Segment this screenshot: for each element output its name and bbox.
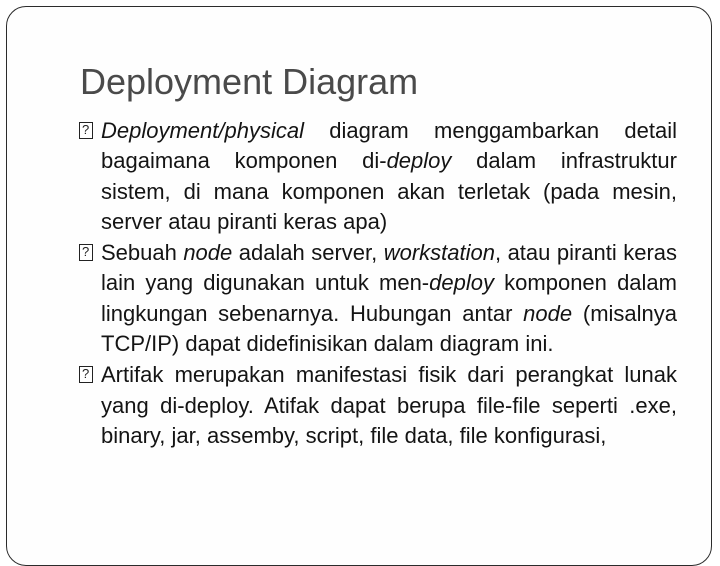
- bullet-text-italic: node: [183, 240, 233, 266]
- bullet-text-italic: deploy: [386, 148, 452, 174]
- bullet-text: Sebuah: [101, 240, 184, 266]
- bullet-text: komponen dalam lingkungan sebenarnya. Hubungan antar: [101, 270, 677, 326]
- slide-content: [83, 116, 677, 451]
- bullet-text: dalam infrastruktur sistem, di mana komponen akan terletak (pada mesin, server atau piranti keras apa): [101, 148, 677, 234]
- bullet-text-italic: node: [523, 300, 573, 326]
- bullet-item: [83, 238, 677, 359]
- bullet-text: Artifak merupakan manifestasi fisik dari perangkat lunak yang di-deploy. Atifak dapat berupa file-file seperti .exe, binary, jar, assemby, script, file data, file konfigurasi,: [101, 362, 677, 448]
- bullet-text-italic: workstation: [383, 240, 495, 266]
- bullet-item: [83, 116, 677, 237]
- bullet-item: [83, 360, 677, 451]
- bullet-text: (misalnya TCP/IP) dapat didefinisikan dalam diagram ini.: [101, 300, 678, 357]
- bullet-text: , atau piranti keras lain yang digunakan untuk men-: [101, 240, 678, 296]
- bullet-icon: [79, 366, 93, 383]
- slide-title: Deployment Diagram: [80, 61, 419, 102]
- bullet-text-italic: deploy: [429, 270, 494, 296]
- bullet-icon: [79, 122, 93, 139]
- bullet-icon: [79, 244, 93, 261]
- bullet-text: diagram menggambarkan detail bagaimana komponen di-: [101, 118, 677, 174]
- bullet-text-italic: Deployment/physical: [101, 118, 304, 143]
- bullet-text: adalah server,: [232, 240, 384, 266]
